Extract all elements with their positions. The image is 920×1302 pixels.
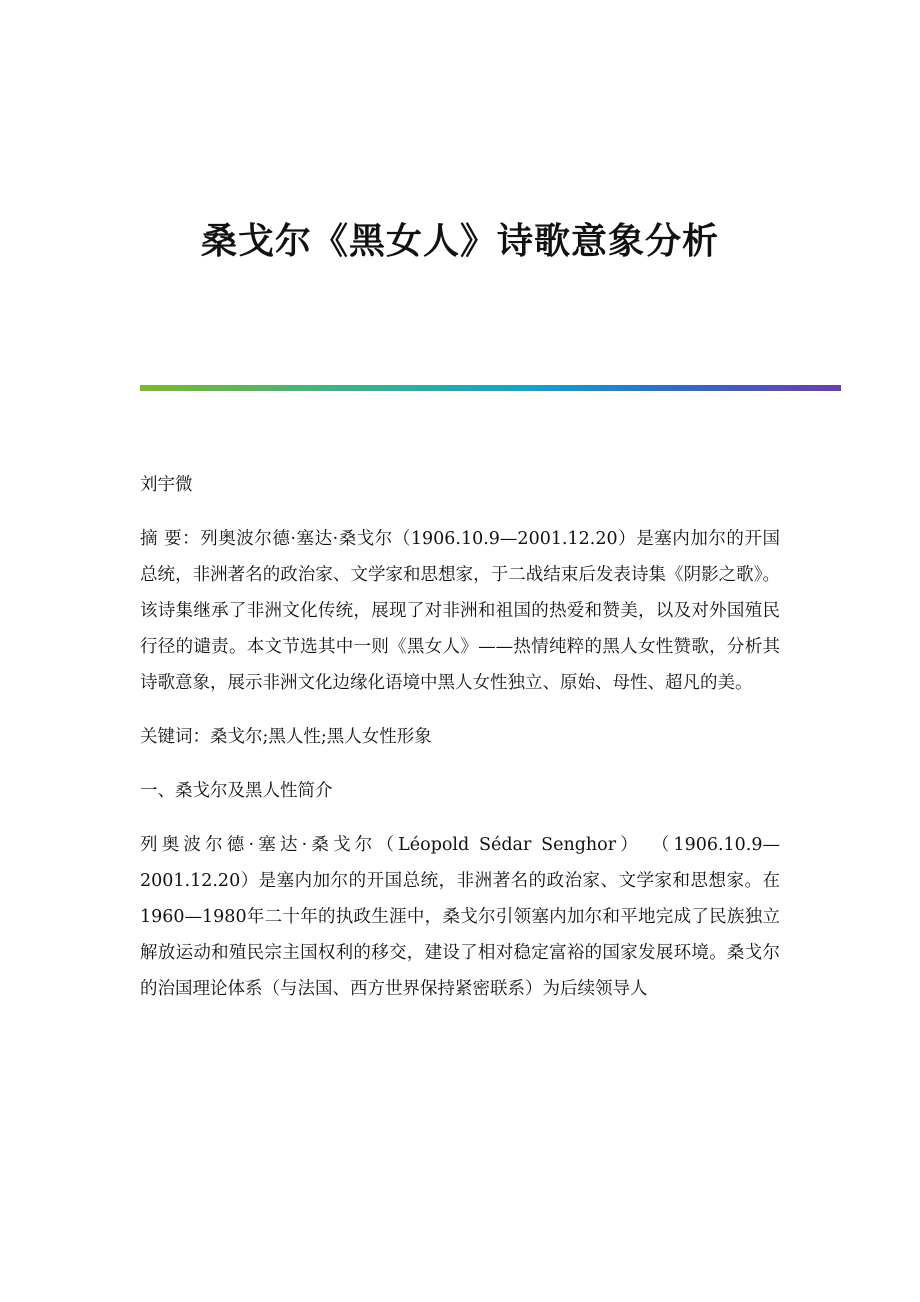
title-divider [140,385,841,391]
section-heading: 一、桑戈尔及黑人性简介 [140,781,333,801]
keywords-line: 关键词：桑戈尔;黑人性;黑人女性形象 [140,727,432,747]
document-body [140,467,780,1025]
body-paragraph: 列奥波尔德·塞达·桑戈尔（Léopold Sédar Senghor） （1906.10.9—2001.12.20）是塞内加尔的开国总统，非洲著名的政治家、文学家和思想家。在1960—1980年二十年的执政生涯中，桑戈尔引领塞内加尔和平地完成了民族独立解放运动和殖民宗主国权利的移交，建设了相对稳定富裕的国家发展环境。桑戈尔的治国理论体系（与法国、西方世界保持紧密联系）为后续领导人 [140,835,780,999]
document-title: 桑戈尔《黑女人》诗歌意象分析 [200,220,719,262]
abstract-paragraph: 摘 要：列奥波尔德·塞达·桑戈尔（1906.10.9—2001.12.20）是塞内加尔的开国总统，非洲著名的政治家、文学家和思想家，于二战结束后发表诗集《阴影之歌》。该诗集继承了非洲文化传统，展现了对非洲和祖国的热爱和赞美，以及对外国殖民行径的谴责。本文节选其中一则《黑女人》——热情纯粹的黑人女性赞歌，分析其诗歌意象，展示非洲文化边缘化语境中黑人女性独立、原始、母性、超凡的美。 [140,529,780,693]
author-name: 刘宇微 [140,475,193,495]
